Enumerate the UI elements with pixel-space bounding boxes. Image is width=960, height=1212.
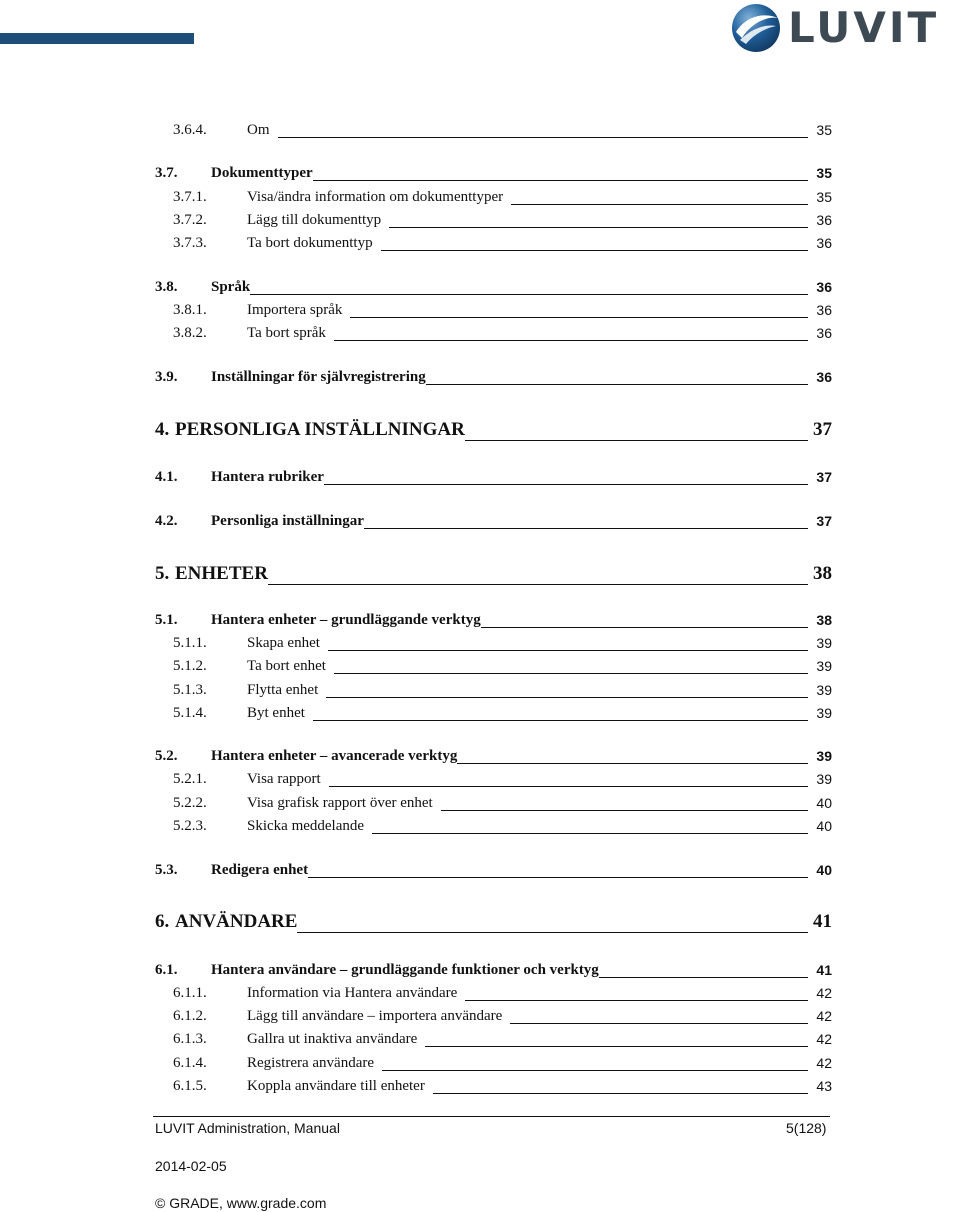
- toc-entry-number: 6.1.: [155, 962, 178, 978]
- toc-leader-line: [364, 528, 808, 529]
- toc-entry-title: PERSONLIGA INSTÄLLNINGAR: [175, 419, 465, 440]
- footer-date: 2014-02-05: [155, 1158, 227, 1174]
- toc-leader-line: [425, 1046, 808, 1047]
- toc-leader-line: [313, 720, 808, 721]
- toc-entry-title: ENHETER: [175, 563, 268, 584]
- toc-entry-title: Skicka meddelande: [247, 818, 365, 834]
- toc-entry-title: Inställningar för självregistrering: [211, 369, 426, 385]
- toc-entry-page: 35: [816, 189, 832, 205]
- toc-entry-number: 6.1.4.: [173, 1055, 207, 1071]
- toc-entry-number: 3.9.: [155, 369, 178, 385]
- toc-entry-title: Ta bort dokumenttyp: [247, 235, 373, 251]
- toc-leader-line: [278, 137, 808, 138]
- toc-entry-title: Registrera användare: [247, 1055, 375, 1071]
- footer-copyright: © GRADE, www.grade.com: [155, 1195, 327, 1211]
- toc-entry-page: 40: [816, 862, 832, 878]
- toc-leader-line: [510, 1023, 808, 1024]
- toc-entry-page: 38: [813, 563, 832, 584]
- toc-leader-line: [372, 833, 808, 834]
- toc-leader-line: [599, 977, 808, 978]
- toc-entry[interactable]: [0, 511, 960, 535]
- toc-entry[interactable]: [0, 960, 960, 984]
- toc-entry-page: 36: [816, 212, 832, 228]
- toc-entry[interactable]: [0, 277, 960, 301]
- toc-entry-number: 5.1.1.: [173, 635, 207, 651]
- toc-entry-number: 3.7.1.: [173, 189, 207, 205]
- toc-entry-number: 6.1.2.: [173, 1008, 207, 1024]
- toc-entry-page: 42: [816, 1055, 832, 1071]
- toc-entry-title: Lägg till dokumenttyp: [247, 212, 382, 228]
- toc-entry-number: 4.2.: [155, 513, 178, 529]
- toc-entry-page: 39: [816, 705, 832, 721]
- toc-entry[interactable]: [0, 120, 960, 144]
- toc-entry[interactable]: [0, 1053, 960, 1077]
- toc-entry[interactable]: [0, 1076, 960, 1100]
- toc-entry[interactable]: [0, 703, 960, 727]
- toc-entry-number: 3.8.: [155, 279, 178, 295]
- toc-leader-line: [457, 763, 808, 764]
- toc-entry[interactable]: [0, 656, 960, 680]
- toc-leader-line: [481, 627, 808, 628]
- toc-entry-title: Koppla användare till enheter: [247, 1078, 425, 1094]
- toc-entry-page: 36: [816, 325, 832, 341]
- toc-leader-line: [329, 786, 808, 787]
- toc-entry-page: 39: [816, 771, 832, 787]
- toc-entry-number: 5.1.: [155, 612, 178, 628]
- toc-leader-line: [324, 484, 808, 485]
- toc-entry-number: 5.3.: [155, 862, 178, 878]
- toc-entry[interactable]: [0, 983, 960, 1007]
- toc-entry-page: 36: [816, 302, 832, 318]
- toc-entry[interactable]: [0, 610, 960, 634]
- toc-entry[interactable]: [0, 816, 960, 840]
- toc-leader-line: [250, 294, 808, 295]
- toc-leader-line: [326, 697, 808, 698]
- toc-entry-title: Visa/ändra information om dokumenttyper: [247, 189, 504, 205]
- footer-divider: [153, 1116, 830, 1117]
- footer-page-number: 5(128): [786, 1120, 827, 1136]
- toc-entry-number: 5.1.2.: [173, 658, 207, 674]
- toc-entry-title: Importera språk: [247, 302, 343, 318]
- brand-name: LUVIT: [788, 3, 940, 52]
- toc-entry[interactable]: [0, 467, 960, 491]
- toc-entry-number: 5.2.3.: [173, 818, 207, 834]
- toc-entry-title: Hantera enheter – grundläggande verktyg: [211, 612, 481, 628]
- toc-entry-title: Ta bort enhet: [247, 658, 326, 674]
- toc-entry-number: 6.1.3.: [173, 1031, 207, 1047]
- toc-entry-page: 42: [816, 985, 832, 1001]
- toc-leader-line: [334, 673, 808, 674]
- toc-entry-title: Språk: [211, 279, 251, 295]
- toc-entry-page: 41: [813, 911, 832, 932]
- toc-entry[interactable]: [0, 860, 960, 884]
- toc-entry-number: 5.1.3.: [173, 682, 207, 698]
- toc-leader-line: [308, 877, 808, 878]
- toc-entry-page: 40: [816, 795, 832, 811]
- toc-entry-title: Gallra ut inaktiva användare: [247, 1031, 418, 1047]
- toc-entry[interactable]: [0, 367, 960, 391]
- toc-entry[interactable]: [0, 233, 960, 257]
- toc-entry[interactable]: [0, 746, 960, 770]
- toc-leader-line: [465, 440, 808, 441]
- toc-entry-number: 3.7.2.: [173, 212, 207, 228]
- toc-leader-line: [426, 384, 808, 385]
- toc-entry-title: Lägg till användare – importera användare: [247, 1008, 503, 1024]
- toc-entry-number: 6.1.5.: [173, 1078, 207, 1094]
- toc-entry-title: Om: [247, 122, 270, 138]
- toc-entry[interactable]: [0, 323, 960, 347]
- toc-entry-page: 42: [816, 1031, 832, 1047]
- toc-entry-number: 5.2.1.: [173, 771, 207, 787]
- toc-entry-number: 6.1.1.: [173, 985, 207, 1001]
- toc-entry-page: 40: [816, 818, 832, 834]
- toc-entry-page: 39: [816, 748, 832, 764]
- toc-leader-line: [382, 1070, 808, 1071]
- toc-leader-line: [297, 932, 808, 933]
- toc-entry-page: 37: [816, 469, 832, 485]
- toc-entry-page: 37: [816, 513, 832, 529]
- toc-entry-page: 41: [816, 962, 832, 978]
- toc-leader-line: [268, 584, 808, 585]
- toc-entry[interactable]: [0, 210, 960, 234]
- toc-entry-page: 37: [813, 419, 832, 440]
- toc-entry-title: Skapa enhet: [247, 635, 320, 651]
- toc-entry-page: 35: [816, 122, 832, 138]
- toc-entry-page: 36: [816, 235, 832, 251]
- toc-entry-number: 3.8.1.: [173, 302, 207, 318]
- toc-entry[interactable]: [0, 1006, 960, 1030]
- toc-entry[interactable]: [0, 912, 960, 936]
- toc-entry-title: Visa rapport: [247, 771, 321, 787]
- toc-entry[interactable]: [0, 420, 960, 444]
- toc-entry-number: 5.1.4.: [173, 705, 207, 721]
- toc-entry-number: 4.: [155, 419, 170, 440]
- toc-entry-page: 38: [816, 612, 832, 628]
- toc-entry-title: Redigera enhet: [211, 862, 309, 878]
- toc-leader-line: [511, 204, 808, 205]
- toc-entry-page: 39: [816, 658, 832, 674]
- toc-entry-page: 39: [816, 635, 832, 651]
- toc-entry-number: 5.: [155, 563, 170, 584]
- toc-entry-title: Hantera användare – grundläggande funktioner och verktyg: [211, 962, 599, 978]
- toc-entry[interactable]: [0, 633, 960, 657]
- toc-entry-page: 36: [816, 369, 832, 385]
- toc-entry[interactable]: [0, 163, 960, 187]
- toc-entry-page: 43: [816, 1078, 832, 1094]
- toc-entry-number: 3.7.3.: [173, 235, 207, 251]
- toc-entry-number: 3.7.: [155, 165, 178, 181]
- toc-entry-title: Hantera rubriker: [211, 469, 324, 485]
- toc-entry-number: 4.1.: [155, 469, 178, 485]
- toc-leader-line: [381, 250, 808, 251]
- toc-leader-line: [313, 180, 808, 181]
- toc-leader-line: [350, 317, 808, 318]
- toc-entry-title: Dokumenttyper: [211, 165, 313, 181]
- toc-entry-title: Ta bort språk: [247, 325, 326, 341]
- toc-entry-title: Information via Hantera användare: [247, 985, 458, 1001]
- toc-entry-number: 5.2.: [155, 748, 178, 764]
- toc-leader-line: [328, 650, 808, 651]
- toc-entry-title: Personliga inställningar: [211, 513, 364, 529]
- toc-leader-line: [465, 1000, 808, 1001]
- toc-entry-page: 35: [816, 165, 832, 181]
- toc-entry-title: ANVÄNDARE: [175, 911, 298, 932]
- toc-entry-title: Visa grafisk rapport över enhet: [247, 795, 433, 811]
- toc-entry-number: 3.8.2.: [173, 325, 207, 341]
- toc-entry[interactable]: [0, 300, 960, 324]
- toc-entry-number: 6.: [155, 911, 170, 932]
- toc-leader-line: [433, 1093, 808, 1094]
- toc-leader-line: [334, 340, 808, 341]
- toc-entry-number: 3.6.4.: [173, 122, 207, 138]
- toc-leader-line: [441, 810, 808, 811]
- toc-entry[interactable]: [0, 793, 960, 817]
- toc-entry-number: 5.2.2.: [173, 795, 207, 811]
- toc-entry[interactable]: [0, 769, 960, 793]
- toc-entry-page: 42: [816, 1008, 832, 1024]
- toc-entry-title: Byt enhet: [247, 705, 305, 721]
- toc-entry-page: 36: [816, 279, 832, 295]
- toc-entry[interactable]: [0, 564, 960, 588]
- toc-leader-line: [389, 227, 808, 228]
- toc-entry[interactable]: [0, 680, 960, 704]
- toc-entry-title: Flytta enhet: [247, 682, 319, 698]
- toc-entry-page: 39: [816, 682, 832, 698]
- footer-document-title: LUVIT Administration, Manual: [155, 1120, 340, 1136]
- toc-entry-title: Hantera enheter – avancerade verktyg: [211, 748, 458, 764]
- toc-entry[interactable]: [0, 187, 960, 211]
- toc-entry[interactable]: [0, 1029, 960, 1053]
